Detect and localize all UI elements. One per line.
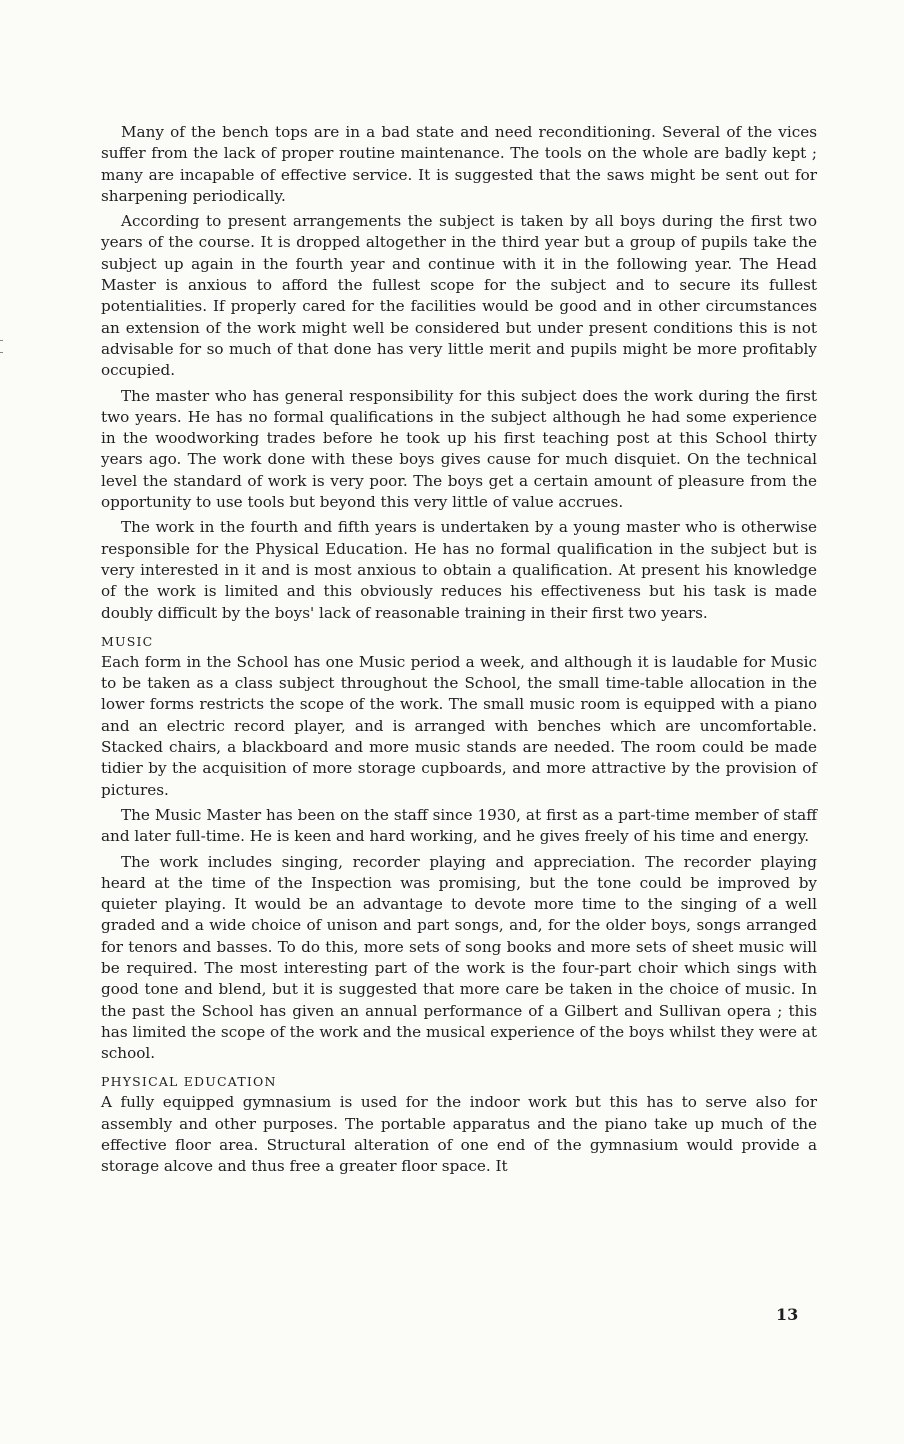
paragraph: The work in the fourth and fifth years is undertaken by a young master who is otherwise responsible for the Physical Education. He has no formal qualification in the subject but is very interested in it and is most anxious to obtain a qualification. At present his knowledge of the work is limited and this obviously reduces his effectiveness but his task is made doubly difficult by the boys' lack of reasonable training in their first two years. <box>101 518 817 622</box>
paragraph: A fully equipped gymnasium is used for the indoor work but this has to serve also for assembly and other purposes. The portable apparatus and the piano take up much of the effective floor area. Structural alteration of one end of the gymnasium would provide a storage alcove and thus free a greater floor space. It <box>101 1093 817 1176</box>
paragraph: The master who has general responsibility for this subject does the work during the first two years. He has no formal qualifications in the subject although he had some experience in the woodworking trades before he took up his first teaching post at this School thirty years ago. The work done with these boys gives cause for much disquiet. On the technical level the standard of work is very poor. The boys get a certain amount of pleasure from the opportunity to use tools but beyond this very little of value accrues. <box>101 386 817 512</box>
paragraph: Each form in the School has one Music period a week, and although it is laudable for Music to be taken as a class subject throughout the School, the small time-table allocation in the lower forms restricts the scope of the work. The small music room is equipped with a piano and an electric record player, and is arranged with benches which are uncomfortable. Stacked chairs, a blackboard and more music stands are needed. The room could be made tidier by the acquisition of more storage cupboards, and more attractive by the provision of pictures. <box>101 652 817 799</box>
paragraph: According to present arrangements the subject is taken by all boys during the first two years of the course. It is dropped altogether in the third year but a group of pupils take the subject up again in the fourth year and continue with it in the following year. The Head Master is anxious to afford the fullest scope for the subject and to secure its fullest potentialities. If properly cared for the facilities would be good and in other circumstances an extension of the work might well be considered but under present conditions this is not advisable for so much of that done has very little merit and pupils might be more profitably occupied. <box>101 212 817 380</box>
paragraph: Many of the bench tops are in a bad state and need reconditioning. Several of the vices suffer from the lack of proper routine maintenance. The tools on the whole are badly kept ; many are incapable of effective service. It is suggested that the saws might be sent out for sharpening periodically. <box>101 123 817 205</box>
page-number: 13 <box>776 1305 799 1324</box>
section-heading-physical-education: PHYSICAL EDUCATION <box>101 1074 277 1090</box>
margin-mark <box>0 340 3 341</box>
margin-mark <box>0 352 3 353</box>
document-page <box>101 122 817 1182</box>
section-heading-music: MUSIC <box>101 633 154 649</box>
paragraph: The Music Master has been on the staff since 1930, at first as a part-time member of staff and later full-time. He is keen and hard working, and he gives freely of his time and energy. <box>101 805 817 846</box>
paragraph: The work includes singing, recorder playing and appreciation. The recorder playing heard at the time of the Inspection was promising, but the tone could be improved by quieter playing. It would be an advantage to devote more time to the singing of a well graded and a wide choice of unison and part songs, and, for the older boys, songs arranged for tenors and basses. To do this, more sets of song books and more sets of sheet music will be required. The most interesting part of the work is the four-part choir which sings with good tone and blend, but it is suggested that more care be taken in the choice of music. In the past the School has given an annual performance of a Gilbert and Sullivan opera ; this has limited the scope of the work and the musical experience of the boys whilst they were at school. <box>101 852 817 1063</box>
